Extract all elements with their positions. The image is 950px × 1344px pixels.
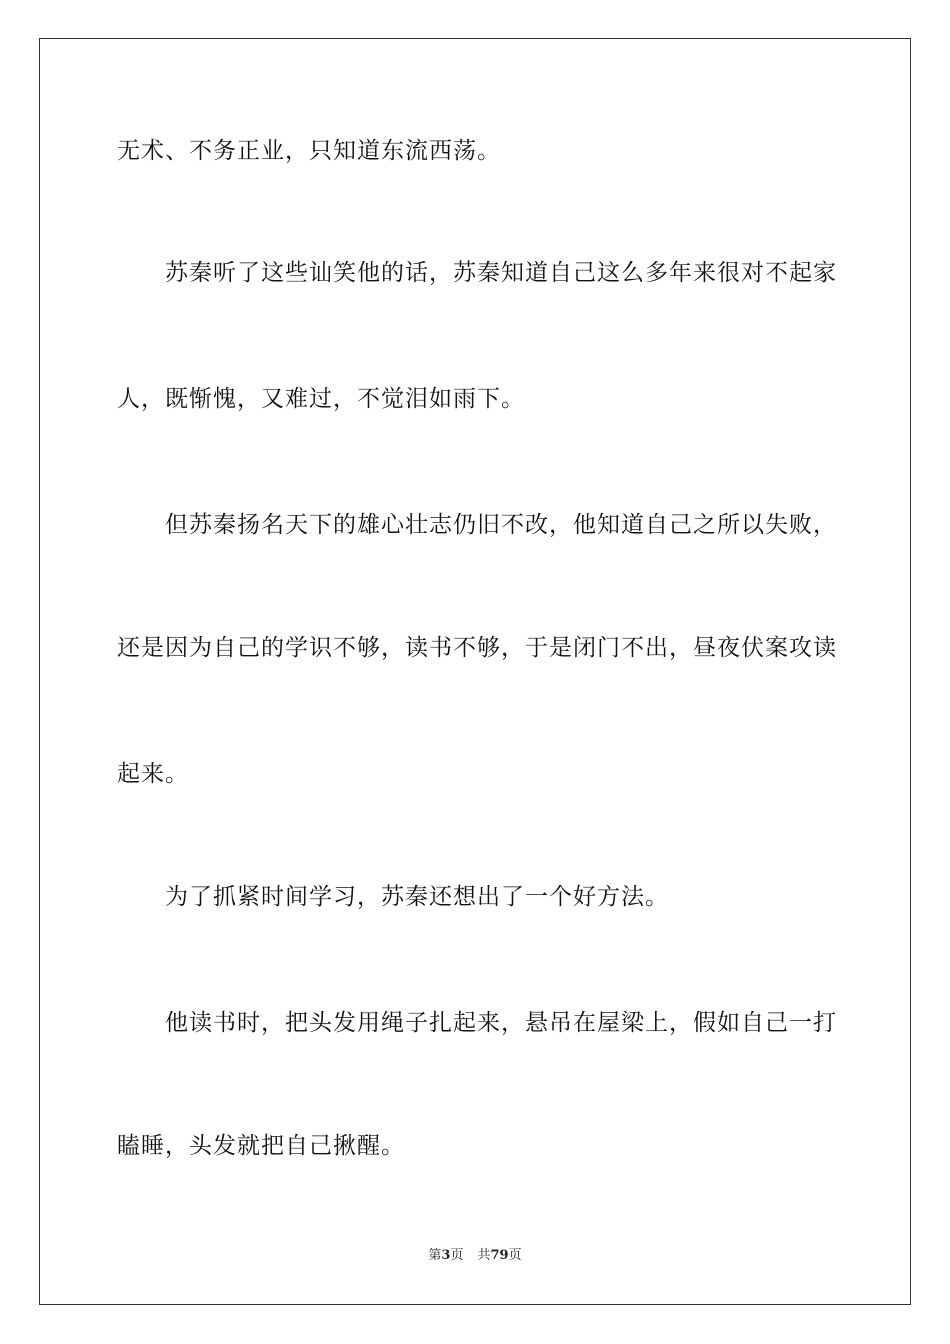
paragraph-line-4: 但苏秦扬名天下的雄心壮志仍旧不改，他知道自己之所以失败， (165, 512, 837, 538)
page-suffix: 页 (450, 1248, 464, 1263)
total-pages: 79 (490, 1248, 509, 1263)
total-prefix: 共 (477, 1248, 491, 1263)
page-border (39, 38, 911, 1305)
paragraph-line-2: 苏秦听了这些讪笑他的话，苏秦知道自己这么多年来很对不起家 (165, 260, 837, 286)
paragraph-line-8: 他读书时，把头发用绳子扎起来，悬吊在屋梁上，假如自己一打 (165, 1010, 837, 1036)
paragraph-line-5: 还是因为自己的学识不够，读书不够，于是闭门不出，昼夜伏案攻读 (117, 635, 837, 661)
paragraph-line-9: 瞌睡，头发就把自己揪醒。 (117, 1133, 405, 1159)
page-footer (0, 1247, 950, 1265)
paragraph-line-6: 起来。 (117, 761, 189, 787)
paragraph-line-7: 为了抓紧时间学习，苏秦还想出了一个好方法。 (165, 884, 669, 910)
page-number: 3 (441, 1248, 451, 1263)
paragraph-line-1: 无术、不务正业，只知道东流西荡。 (117, 138, 501, 164)
total-suffix: 页 (508, 1248, 522, 1263)
page-prefix: 第 (428, 1248, 442, 1263)
paragraph-line-3: 人，既惭愧，又难过，不觉泪如雨下。 (117, 386, 525, 412)
